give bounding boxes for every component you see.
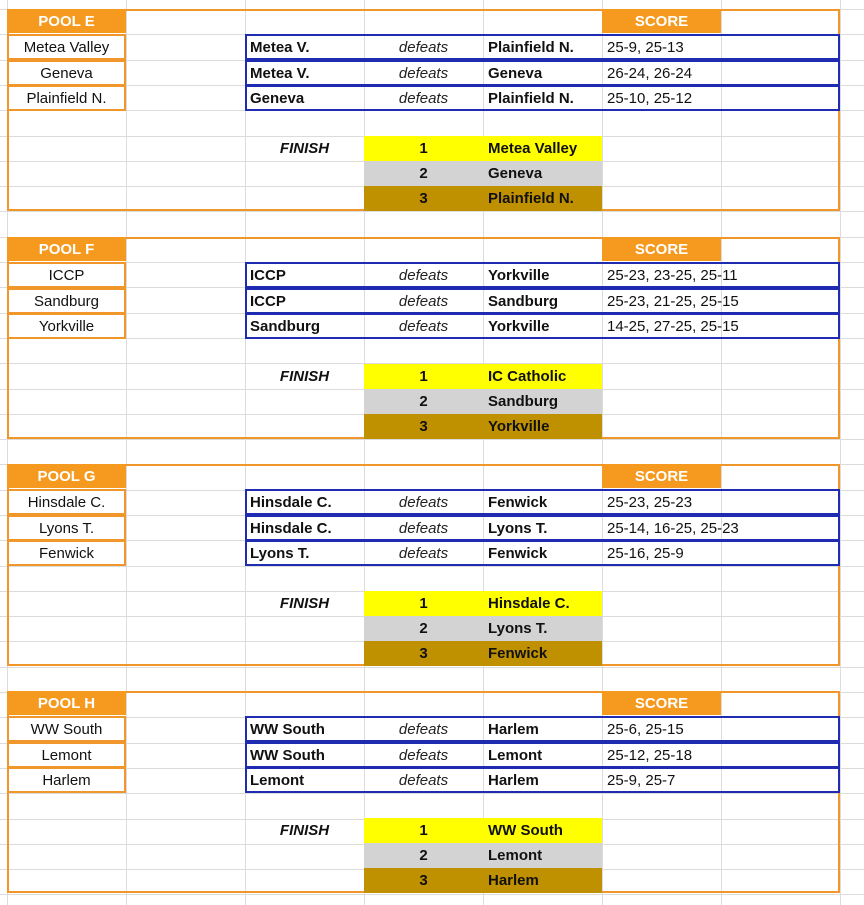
match-score[interactable]: 14-25, 27-25, 25-15 — [607, 317, 739, 335]
finish-label[interactable]: FINISH — [279, 595, 330, 612]
match-winner[interactable]: Hinsdale C. — [250, 519, 332, 537]
finish-rank[interactable]: 2 — [364, 843, 483, 868]
team-cell[interactable]: Sandburg — [7, 288, 126, 314]
match-winner[interactable]: Geneva — [250, 89, 305, 107]
team-cell[interactable]: ICCP — [7, 262, 126, 288]
match-score[interactable]: 25-23, 25-23 — [607, 493, 693, 511]
team-cell[interactable]: Metea Valley — [7, 34, 126, 60]
match-verb[interactable]: defeats — [398, 544, 449, 562]
match-verb[interactable]: defeats — [398, 317, 449, 335]
finish-team[interactable]: WW South — [483, 818, 602, 843]
match-verb[interactable]: defeats — [398, 519, 449, 537]
match-score[interactable]: 25-23, 21-25, 25-15 — [607, 292, 739, 310]
finish-rank[interactable]: 3 — [364, 414, 483, 439]
pool-title[interactable]: POOL G — [7, 464, 126, 488]
finish-rank[interactable]: 1 — [364, 136, 483, 161]
team-cell[interactable]: WW South — [7, 716, 126, 742]
finish-team[interactable]: Sandburg — [483, 389, 602, 414]
score-header[interactable]: SCORE — [602, 464, 721, 488]
finish-rank[interactable]: 2 — [364, 616, 483, 641]
match-verb[interactable]: defeats — [398, 64, 449, 82]
score-header[interactable]: SCORE — [602, 691, 721, 715]
score-header[interactable]: SCORE — [602, 237, 721, 261]
grid-row-line — [0, 439, 864, 440]
match-score[interactable]: 25-10, 25-12 — [607, 89, 693, 107]
finish-rank[interactable]: 1 — [364, 364, 483, 389]
match-score[interactable]: 25-12, 25-18 — [607, 746, 693, 764]
match-score[interactable]: 25-16, 25-9 — [607, 544, 684, 562]
match-loser[interactable]: Harlem — [488, 771, 539, 789]
match-verb[interactable]: defeats — [398, 266, 449, 284]
match-winner[interactable]: ICCP — [250, 266, 286, 284]
match-loser[interactable]: Sandburg — [488, 292, 558, 310]
match-winner[interactable]: Metea V. — [250, 64, 310, 82]
team-cell[interactable]: Hinsdale C. — [7, 489, 126, 515]
match-loser[interactable]: Geneva — [488, 64, 543, 82]
finish-team[interactable]: Fenwick — [483, 641, 602, 666]
match-loser[interactable]: Lyons T. — [488, 519, 548, 537]
match-winner[interactable]: Lyons T. — [250, 544, 310, 562]
team-cell[interactable]: Yorkville — [7, 313, 126, 339]
team-cell[interactable]: Harlem — [7, 767, 126, 793]
match-verb[interactable]: defeats — [398, 89, 449, 107]
finish-team[interactable]: Metea Valley — [483, 136, 602, 161]
match-loser[interactable]: Lemont — [488, 746, 543, 764]
pool-title[interactable]: POOL E — [7, 9, 126, 33]
finish-rank[interactable]: 3 — [364, 186, 483, 211]
match-verb[interactable]: defeats — [398, 493, 449, 511]
match-verb[interactable]: defeats — [398, 292, 449, 310]
match-winner[interactable]: Hinsdale C. — [250, 493, 332, 511]
match-score[interactable]: 25-9, 25-7 — [607, 771, 676, 789]
team-cell[interactable]: Lemont — [7, 742, 126, 768]
match-loser[interactable]: Plainfield N. — [488, 89, 574, 107]
team-cell[interactable]: Lyons T. — [7, 515, 126, 541]
match-winner[interactable]: Sandburg — [250, 317, 320, 335]
finish-rank[interactable]: 1 — [364, 591, 483, 616]
finish-team[interactable]: Plainfield N. — [483, 186, 602, 211]
finish-label[interactable]: FINISH — [279, 822, 330, 839]
match-score[interactable]: 25-23, 23-25, 25-11 — [607, 266, 738, 284]
match-loser[interactable]: Harlem — [488, 720, 539, 738]
match-verb[interactable]: defeats — [398, 771, 449, 789]
match-loser[interactable]: Plainfield N. — [488, 38, 574, 56]
team-cell[interactable]: Plainfield N. — [7, 85, 126, 111]
finish-team[interactable]: IC Catholic — [483, 364, 602, 389]
finish-team[interactable]: Hinsdale C. — [483, 591, 602, 616]
match-winner[interactable]: ICCP — [250, 292, 286, 310]
team-cell[interactable]: Geneva — [7, 60, 126, 86]
match-score[interactable]: 26-24, 26-24 — [607, 64, 693, 82]
grid-row-line — [0, 211, 864, 212]
match-verb[interactable]: defeats — [398, 38, 449, 56]
match-winner[interactable]: WW South — [250, 720, 325, 738]
team-cell[interactable]: Fenwick — [7, 540, 126, 566]
match-winner[interactable]: WW South — [250, 746, 325, 764]
pool-title[interactable]: POOL F — [7, 237, 126, 261]
match-winner[interactable]: Lemont — [250, 771, 305, 789]
finish-rank[interactable]: 3 — [364, 641, 483, 666]
finish-team[interactable]: Harlem — [483, 868, 602, 893]
finish-label[interactable]: FINISH — [279, 140, 330, 157]
match-loser[interactable]: Fenwick — [488, 493, 548, 511]
pool-title[interactable]: POOL H — [7, 691, 126, 715]
finish-rank[interactable]: 3 — [364, 868, 483, 893]
finish-rank[interactable]: 1 — [364, 818, 483, 843]
finish-team[interactable]: Yorkville — [483, 414, 602, 439]
finish-team[interactable]: Geneva — [483, 161, 602, 186]
match-verb[interactable]: defeats — [398, 746, 449, 764]
match-score[interactable]: 25-14, 16-25, 25-23 — [607, 519, 739, 537]
grid-row-line — [0, 667, 864, 668]
finish-label[interactable]: FINISH — [279, 368, 330, 385]
match-winner[interactable]: Metea V. — [250, 38, 310, 56]
match-loser[interactable]: Fenwick — [488, 544, 548, 562]
finish-rank[interactable]: 2 — [364, 161, 483, 186]
match-loser[interactable]: Yorkville — [488, 317, 550, 335]
score-header[interactable]: SCORE — [602, 9, 721, 33]
match-score[interactable]: 25-9, 25-13 — [607, 38, 684, 56]
match-verb[interactable]: defeats — [398, 720, 449, 738]
match-score[interactable]: 25-6, 25-15 — [607, 720, 684, 738]
grid-row-line — [0, 894, 864, 895]
finish-team[interactable]: Lyons T. — [483, 616, 602, 641]
finish-rank[interactable]: 2 — [364, 389, 483, 414]
finish-team[interactable]: Lemont — [483, 843, 602, 868]
match-loser[interactable]: Yorkville — [488, 266, 550, 284]
